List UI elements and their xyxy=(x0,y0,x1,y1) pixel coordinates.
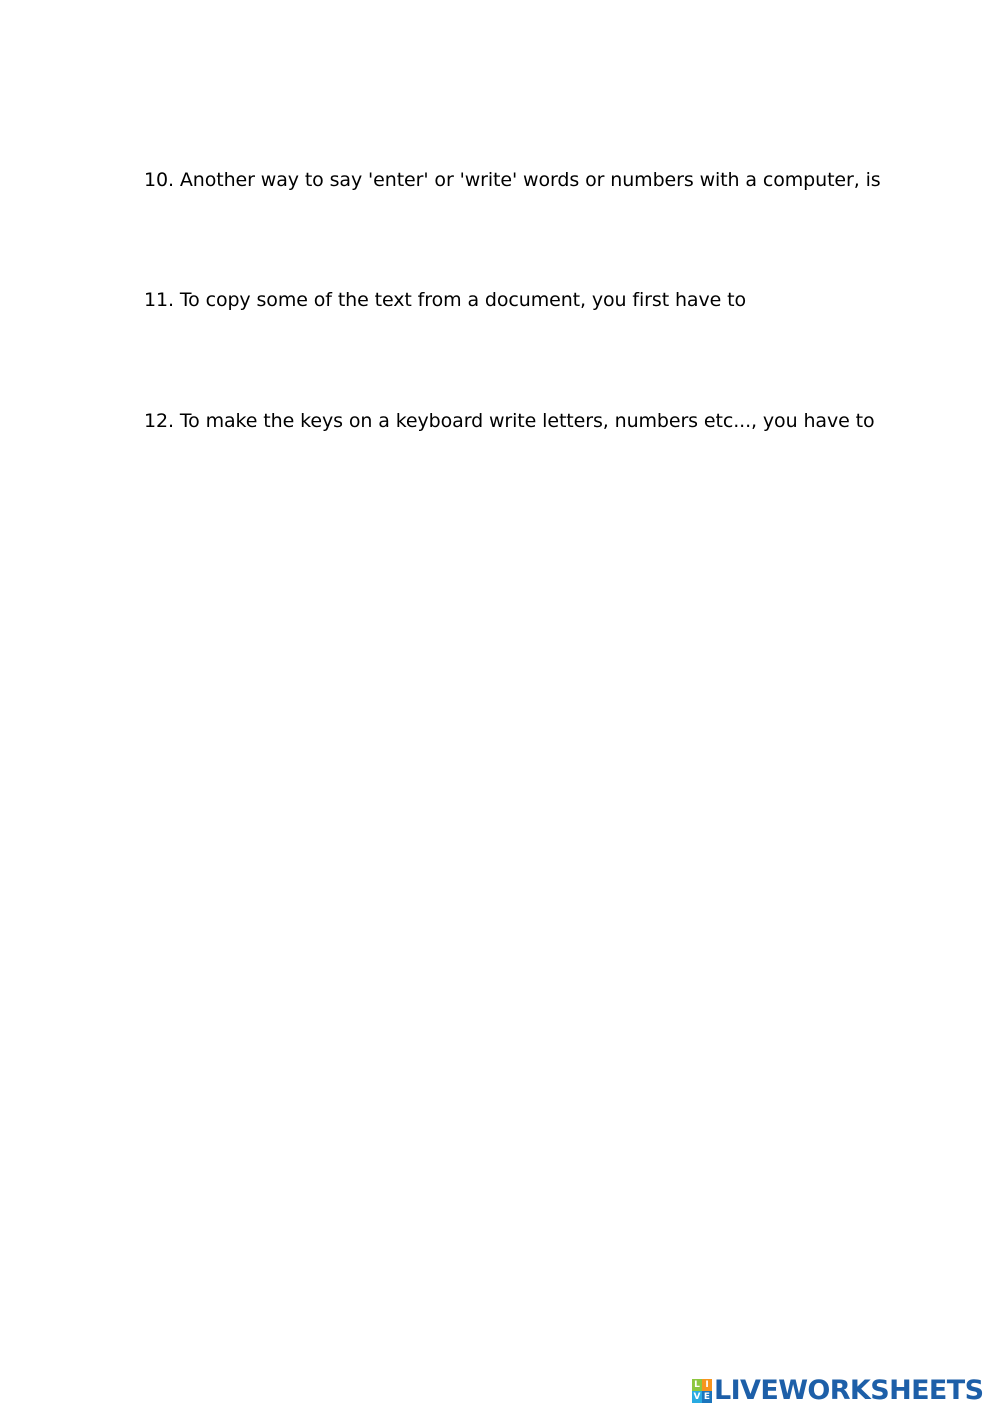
liveworksheets-logo-icon xyxy=(692,1379,712,1403)
liveworksheets-logo-text: LIVEWORKSHEETS xyxy=(714,1375,984,1406)
question-10: 10. Another way to say 'enter' or 'write' words or numbers with a computer, is xyxy=(144,169,881,191)
question-12: 12. To make the keys on a keyboard write letters, numbers etc..., you have to xyxy=(144,410,875,432)
logo-square-l: L xyxy=(692,1379,702,1391)
logo-square-i: I xyxy=(702,1379,712,1391)
logo-square-e: E xyxy=(703,1392,711,1402)
liveworksheets-logo xyxy=(692,1374,983,1408)
question-11: 11. To copy some of the text from a document, you first have to xyxy=(144,289,747,311)
logo-square-v: V xyxy=(693,1392,701,1402)
